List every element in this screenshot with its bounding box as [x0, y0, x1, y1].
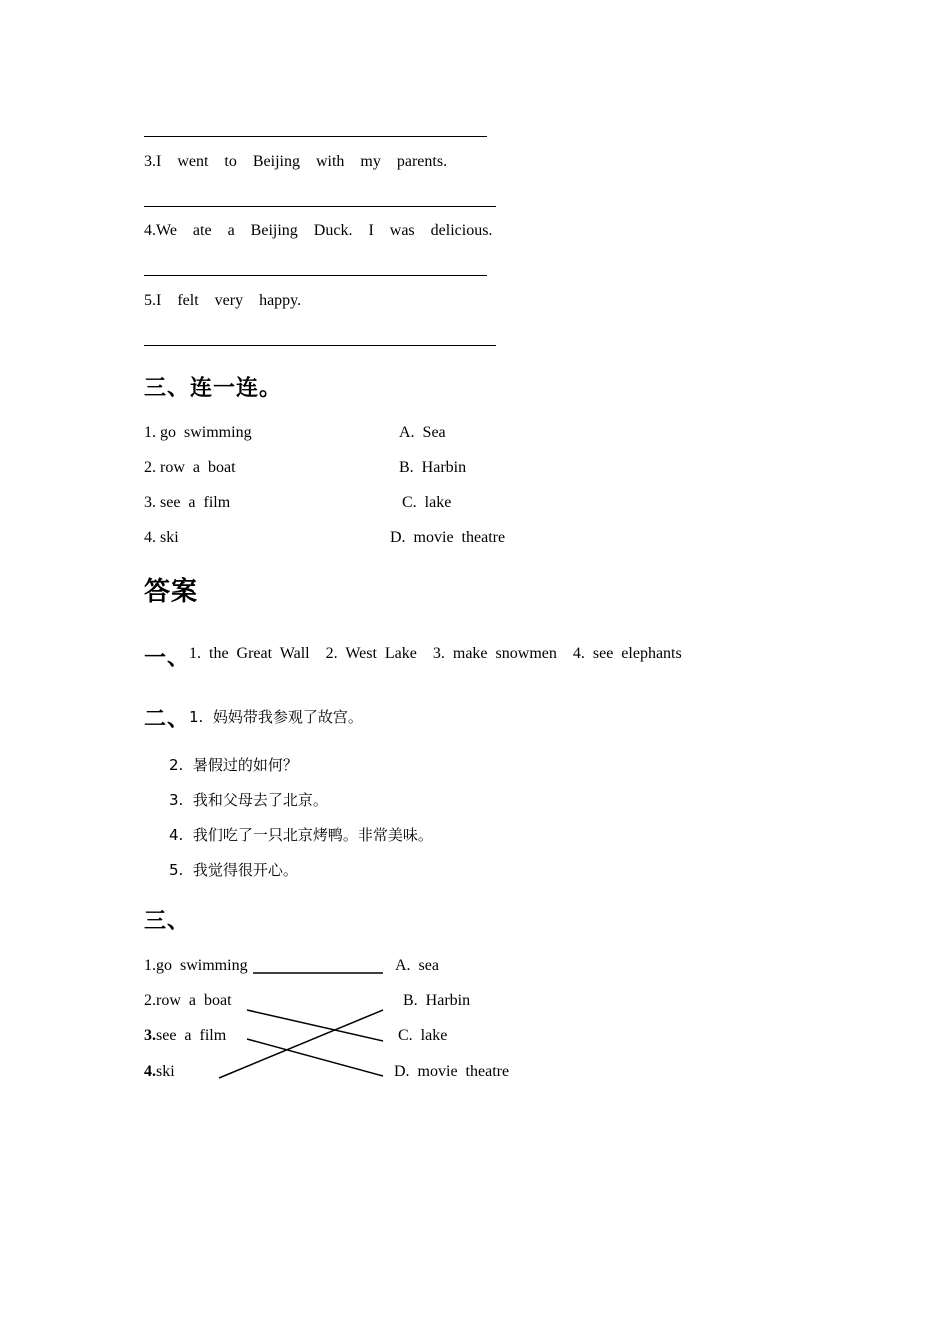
- answer-match-text: row a boat: [156, 992, 232, 1009]
- match-right-b: B. Harbin: [399, 459, 467, 476]
- answer-match-num: 3.: [144, 1027, 156, 1044]
- match-left-1: 1. go swimming: [144, 424, 252, 441]
- answers-part2-item-2: 2. 暑假过的如何？: [169, 756, 298, 774]
- answer-match-text: see a film: [156, 1027, 227, 1044]
- answer-match-text: go swimming: [156, 957, 248, 974]
- match-line-4-b: [219, 1010, 383, 1078]
- answers-part2-item-5: 5. 我觉得很开心。: [169, 861, 298, 879]
- answer-match-right-c: C. lake: [398, 1027, 448, 1044]
- answers-title: 答案: [144, 577, 199, 607]
- answer-match-right-b: B. Harbin: [403, 992, 471, 1009]
- match-right-d: D. movie theatre: [390, 529, 506, 546]
- answer-match-right-a: A. sea: [395, 957, 439, 974]
- answer-match-text: ski: [156, 1063, 175, 1080]
- answers-part2-item-3: 3. 我和父母去了北京。: [169, 791, 328, 809]
- match-left-4: 4. ski: [144, 529, 179, 546]
- translation-item-5: 5.I felt very happy.: [144, 292, 302, 309]
- answers-part2-label: 二、: [144, 707, 191, 732]
- match-left-2: 2. row a boat: [144, 459, 236, 476]
- answers-part1-label: 一、: [144, 646, 191, 671]
- answer-match-num: 4.: [144, 1063, 156, 1080]
- answer-match-num: 1.: [144, 957, 156, 974]
- answer-match-num: 2.: [144, 992, 156, 1009]
- answer-match-right-d: D. movie theatre: [394, 1063, 510, 1080]
- match-left-3: 3. see a film: [144, 494, 231, 511]
- answers-part1-text: 1. the Great Wall 2. West Lake 3. make snowmen 4. see elephants: [189, 645, 682, 662]
- translation-item-3: 3.I went to Beijing with my parents.: [144, 153, 448, 170]
- match-right-a: A. Sea: [399, 424, 446, 441]
- section3-title: 三、连一连。: [144, 376, 283, 401]
- match-right-c: C. lake: [402, 494, 452, 511]
- match-line-2-c: [247, 1010, 383, 1041]
- translation-item-4: 4.We ate a Beijing Duck. I was delicious.: [144, 222, 493, 239]
- answers-part3-label: 三、: [144, 909, 191, 934]
- answers-part2-item-1: 1. 妈妈带我参观了故宫。: [189, 708, 363, 726]
- answers-part2-item-4: 4. 我们吃了一只北京烤鸭。非常美味。: [169, 826, 433, 844]
